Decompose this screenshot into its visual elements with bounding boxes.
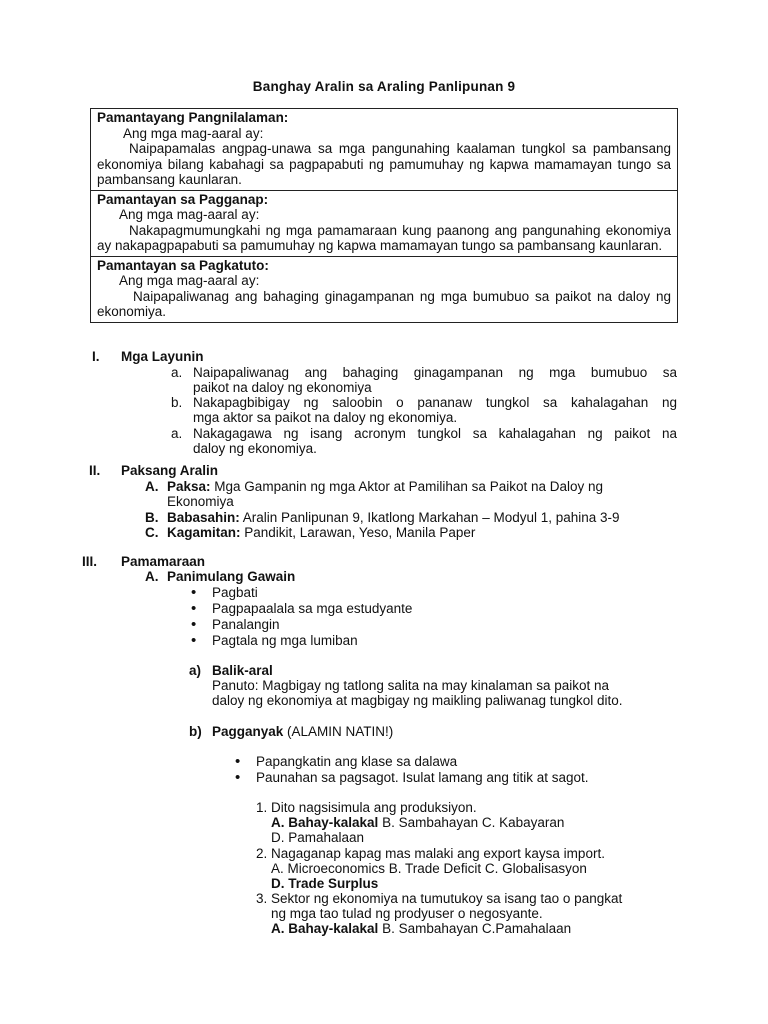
bullet-icon: • [191, 616, 197, 633]
part-suffix: (ALAMIN NATIN!) [283, 724, 394, 739]
objective-text: Nakapagbibigay ng saloobin o pananaw tungkol sa kahalagahan ng [193, 395, 677, 410]
instruction-text-cont: daloy ng ekonomiya at magbigay ng maikling paliwanag tungkol dito. [212, 693, 623, 708]
objective-text: Naipapaliwanag ang bahaging ginagampanan ng mga bumubuo sa [193, 365, 677, 380]
objective-letter: a. [171, 365, 183, 380]
bullet-icon: • [191, 600, 197, 617]
quiz-options [271, 815, 564, 831]
section-title: Mga Layunin [121, 349, 204, 364]
section-number: III. [82, 554, 98, 569]
quiz-options [271, 921, 571, 937]
objective-letter: b. [171, 395, 183, 410]
standard-heading: Pamantayan sa Pagganap: [97, 191, 269, 207]
quiz-option-extra: D. Pamahalaan [271, 830, 365, 845]
objective-text-cont: daloy ng ekonomiya. [193, 441, 317, 456]
objective-text: Nakagagawa ng isang acronym tungkol sa kahalagahan ng paikot na [193, 426, 677, 441]
quiz-answer: D. Trade Surplus [271, 876, 379, 891]
objective-text-cont: mga aktor sa paikot na daloy ng ekonomiya. [193, 410, 458, 425]
standards-table [90, 108, 678, 323]
quiz-question: 3. Sektor ng ekonomiya na tumutukoy sa isang tao o pangkat [256, 891, 623, 906]
topic-text: Aralin Panlipunan 9, Ikatlong Markahan – Modyul 1, pahina 3-9 [239, 510, 620, 525]
subsection-title: Panimulang Gawain [167, 569, 296, 584]
topic-letter: C. [145, 525, 159, 540]
section-number: II. [89, 463, 101, 478]
topic-line [167, 479, 603, 495]
part-marker: a) [189, 663, 202, 678]
quiz-answer: A. Bahay-kalakal [271, 921, 379, 936]
topic-text: Mga Gampanin ng mga Aktor at Pamilihan sa Paikot na Daloy ng [210, 479, 604, 494]
activity-item: Pagbati [212, 585, 258, 600]
standard-content [91, 109, 677, 191]
topic-letter: A. [145, 479, 159, 494]
activity-item: Pagpapaalala sa mga estudyante [212, 601, 413, 616]
section-number: I. [92, 349, 100, 364]
topic-label: Paksa: [167, 479, 211, 494]
document-title: Banghay Aralin sa Araling Panlipunan 9 [252, 79, 516, 94]
quiz-question: 1. Dito nagsisimula ang produksiyon. [256, 800, 477, 815]
part-heading [212, 724, 393, 740]
bullet-icon: • [191, 584, 197, 601]
objective-text-cont: paikot na daloy ng ekonomiya [193, 380, 372, 395]
standard-intro: Ang mga mag-aaral ay: [119, 207, 260, 222]
section-title: Pamamaraan [121, 554, 206, 569]
quiz-options-rest: B. Sambahayan C.Pamahalaan [378, 921, 572, 936]
part-marker: b) [189, 724, 202, 739]
instruction-text: Panuto: Magbigay ng tatlong salita na may kinalaman sa paikot na [212, 678, 609, 693]
standard-performance [91, 191, 677, 257]
bullet-icon: • [235, 769, 241, 786]
quiz-options: A. Microeconomics B. Trade Deficit C. Globalisasyon [271, 861, 587, 876]
instruction-item: Paunahan sa pagsagot. Isulat lamang ang titik at sagot. [256, 770, 589, 785]
quiz-question-cont: ng mga tao tulad ng prodyuser o negosyante. [271, 906, 543, 921]
standard-body: Naipapamalas angpag-unawa sa mga pangunahing kaalaman tungkol sa pambansang ekonomiya bilang kabahagi sa pagpapabuti ng pamumuhay ng kapwa mamamayan tungo sa pambansang kaunlaran. [97, 141, 671, 187]
topic-text-cont: Ekonomiya [167, 494, 234, 509]
activity-item: Pagtala ng mga lumiban [212, 633, 358, 648]
quiz-answer: A. Bahay-kalakal [271, 815, 379, 830]
topic-letter: B. [145, 510, 159, 525]
topic-text: Pandikit, Larawan, Yeso, Manila Paper [240, 525, 476, 540]
topic-label: Kagamitan: [167, 525, 241, 540]
topic-line [167, 510, 620, 526]
topic-label: Babasahin: [167, 510, 240, 525]
bullet-icon: • [235, 753, 241, 770]
standard-learning [91, 257, 677, 322]
standard-intro: Ang mga mag-aaral ay: [123, 125, 264, 141]
standard-heading: Pamantayan sa Pagkatuto: [97, 257, 269, 273]
standard-heading: Pamantayang Pangnilalaman: [97, 110, 289, 125]
bullet-icon: • [191, 632, 197, 649]
part-title: Balik-aral [212, 663, 273, 678]
part-title: Pagganyak [212, 724, 284, 739]
standard-body: Naipapaliwanag ang bahaging ginagampanan ng mga bumubuo sa paikot na daloy ng ekonomiya. [97, 288, 671, 319]
activity-item: Panalangin [212, 617, 280, 632]
subsection-letter: A. [145, 569, 159, 584]
standard-intro: Ang mga mag-aaral ay: [119, 273, 260, 288]
standard-body: Nakapagmumungkahi ng mga pamamaraan kung paanong ang pangunahing ekonomiya ay nakapagpapabuti sa pamumuhay ng kapwa mamamayan tungo sa pambansang kaunlaran. [97, 222, 671, 253]
section-title: Paksang Aralin [121, 463, 219, 478]
quiz-question: 2. Nagaganap kapag mas malaki ang export kaysa import. [256, 846, 605, 861]
topic-line [167, 525, 475, 541]
quiz-options-rest: B. Sambahayan C. Kabayaran [378, 815, 565, 830]
objective-letter: a. [171, 426, 183, 441]
instruction-item: Papangkatin ang klase sa dalawa [256, 754, 458, 769]
